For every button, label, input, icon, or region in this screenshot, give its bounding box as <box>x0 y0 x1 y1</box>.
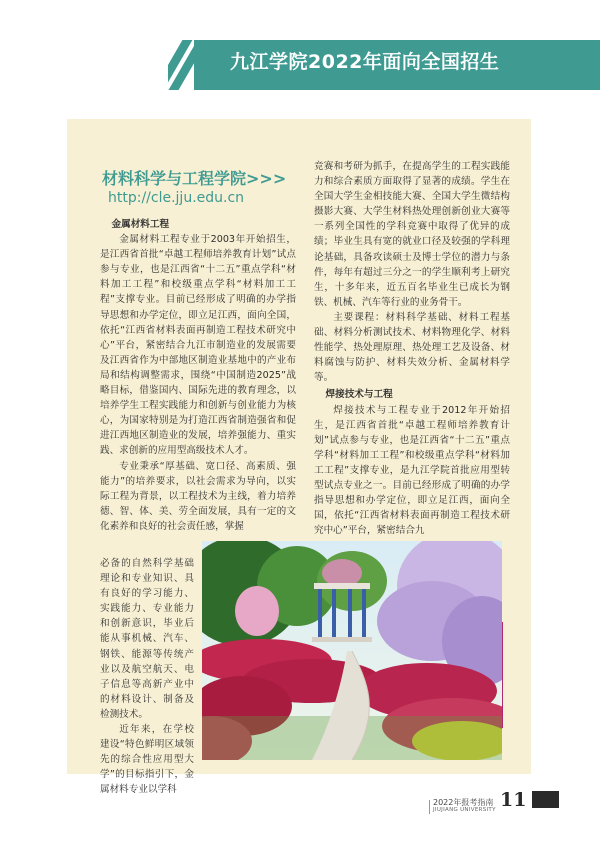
paragraph: 竞赛和考研为抓手，在提高学生的工程实践能力和综合素质方面取得了显著的成绩。学生在全国大学生金相技能大赛、全国大学生微结构摄影大赛、大学生材料热处理创新创业大赛等一系列全国性的学科竞赛中取得了优异的成绩；毕业生具有宽的就业口径及较强的学科理论基础，具备攻读硕士及博士学位的潜力与条件，每年有超过三分之一的学生顺利考上研究生，十多年来，近五百名毕业生已成长为钢铁、机械、汽车等行业的业务骨干。 <box>314 161 510 308</box>
paragraph: 专业秉承“厚基础、宽口径、高素质、强能力”的培养要求，以社会需求为导向，以实际工程为背景，以工程技术为主线，着力培养德、智、体、美、劳全面发展，具有一定的文化素养和良好的社会责任感，掌握 <box>100 460 296 532</box>
paragraph: 必备的自然科学基础理论和专业知识、具有良好的学习能力、实践能力、专业能力和创新意识，毕业后能从事机械、汽车、钢铁、能源等传统产业以及航空航天、电子信息等高新产业中的材料设计、制备及检测技术。 <box>100 558 194 720</box>
text-column-right <box>314 159 510 538</box>
text-column-left <box>100 217 296 534</box>
footer-university: JIUJIANG UNIVERSITY <box>433 807 496 813</box>
page-number-block <box>532 791 559 808</box>
subheading-weld: 焊接技术与工程 <box>325 389 393 401</box>
garden-illustration <box>202 541 502 760</box>
page-title: 九江学院2022年面向全国招生 <box>230 51 500 73</box>
subheading-metal: 金属材料工程 <box>111 219 170 230</box>
text-column-left-narrow <box>100 556 194 798</box>
paragraph: 主要课程：材料科学基础、材料工程基础、材料分析测试技术、材料物理化学、材料性能学、热处理原理、热处理工艺及设备、材料腐蚀与防护、材料失效分析、金属材料学等。 <box>314 311 510 384</box>
page-number: 11 <box>500 789 527 811</box>
paragraph: 金属材料工程专业于2003年开始招生，是江西省首批“卓越工程师培养教育计划”试点参与专业，也是江西省“十二五”重点学科“材料加工工程”和校级重点学科“材料加工工程”支撑专业。目前已经形成了明确的办学指导思想和办学定位，即立足江西，面向全国，依托“江西省材料表面再制造工程技术研究中心”平台，紧密结合九江市制造业的发展需要及江西省作为中部地区制造业基地中的产业布局和结构调整需求，围绕“中国制造2025”战略目标，借鉴国内、国际先进的教育理念，以培养学生工程实践能力和创新与创业能力为核心，为国家特别是为打造江西省制造强省和促进江西地区制造业的发展，培养强能力、重实践、求创新的应用型高级技术人才。 <box>100 234 296 457</box>
section-url[interactable]: http://cle.jju.edu.cn <box>108 190 245 206</box>
footer-divider <box>429 800 430 814</box>
header-banner <box>168 0 600 90</box>
paragraph: 近年来，在学校建设“特色鲜明区域领先的综合性应用型大学”的目标指引下，金属材料专业以学科 <box>100 724 194 796</box>
section-heading: 材料科学与工程学院>>> <box>102 169 287 188</box>
paragraph: 焊接技术与工程专业于2012年开始招生，是江西省首批“卓越工程师培养教育计划”试点参与专业，也是江西省“十二五”重点学科“材料加工工程”和校级重点学科“材料加工工程”支撑专业，是九江学院首批应用型转型试点专业之一。目前已经形成了明确的办学指导思想和办学定位，即立足江西，面向全国，依托“江西省材料表面再制造工程技术研究中心”平台，紧密结合九 <box>314 404 510 537</box>
campus-garden-photo <box>202 541 502 760</box>
footer-guide-label: 2022年报考指南 <box>433 798 494 807</box>
